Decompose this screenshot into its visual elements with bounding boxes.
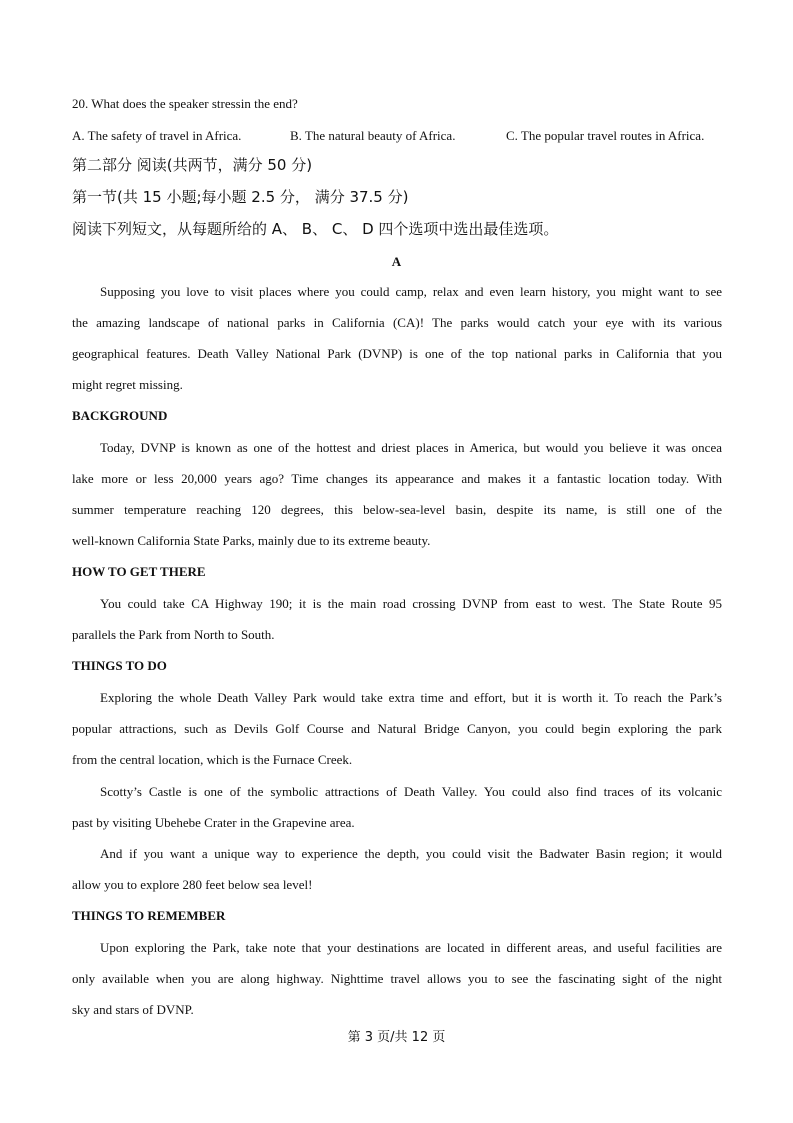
heading-background: BACKGROUND xyxy=(72,408,168,423)
passage-label: A xyxy=(391,254,402,269)
heading-how-to-get-there: HOW TO GET THERE xyxy=(72,564,206,579)
paragraph-line: Scotty’s Castle is one of the symbolic attractions of Death Valley. You could also find traces of its volcanic xyxy=(100,784,722,799)
paragraph-line: Supposing you love to visit places where you could camp, relax and even learn history, you might want to see xyxy=(100,284,722,299)
section-subpart-heading: 第一节(共 15 小题;每小题 2.5 分， 满分 37.5 分) xyxy=(72,188,409,206)
paragraph-line: the amazing landscape of national parks in California (CA)! The parks would catch your eye with its various xyxy=(72,315,722,330)
paragraph-line: allow you to explore 280 feet below sea level! xyxy=(72,877,313,892)
paragraph-line: You could take CA Highway 190; it is the main road crossing DVNP from east to west. The State Route 95 xyxy=(100,596,722,611)
paragraph-line: parallels the Park from North to South. xyxy=(72,627,275,642)
question-20-option-c: C. The popular travel routes in Africa. xyxy=(506,128,705,143)
paragraph-line: past by visiting Ubehebe Crater in the Grapevine area. xyxy=(72,815,355,830)
page-number: 第 3 页/共 12 页 xyxy=(347,1030,446,1045)
question-20-option-a: A. The safety of travel in Africa. xyxy=(72,128,242,143)
paragraph-line: geographical features. Death Valley National Park (DVNP) is one of the top national parks in California that you xyxy=(72,346,722,361)
question-20-option-b: B. The natural beauty of Africa. xyxy=(290,128,456,143)
paragraph-line: popular attractions, such as Devils Golf Course and Natural Bridge Canyon, you could begin exploring the park xyxy=(72,721,722,736)
paragraph-line: Exploring the whole Death Valley Park would take extra time and effort, but it is worth it. To reach the Park’s xyxy=(100,690,722,705)
paragraph-line: Upon exploring the Park, take note that your destinations are located in different areas, and useful facilities are xyxy=(100,940,722,955)
section-instruction: 阅读下列短文，从每题所给的 A、 B、 C、 D 四个选项中选出最佳选项。 xyxy=(72,220,559,238)
heading-things-to-remember: THINGS TO REMEMBER xyxy=(72,908,226,923)
paragraph-line: And if you want a unique way to experience the depth, you could visit the Badwater Basin region; it would xyxy=(100,846,722,861)
paragraph-line: might regret missing. xyxy=(72,377,183,392)
paragraph-line: lake more or less 20,000 years ago? Time changes its appearance and makes it a fantastic location today. With xyxy=(72,471,722,486)
heading-things-to-do: THINGS TO DO xyxy=(72,658,167,673)
paragraph-line: from the central location, which is the Furnace Creek. xyxy=(72,752,353,767)
paragraph-line: summer temperature reaching 120 degrees, this below-sea-level basin, despite its name, is still one of the xyxy=(72,502,722,517)
paragraph-line: only available when you are along highway. Nighttime travel allows you to see the fascinating sight of the night xyxy=(72,971,722,986)
question-20-stem: 20. What does the speaker stressin the end? xyxy=(72,96,298,111)
paragraph-line: well-known California State Parks, mainly due to its extreme beauty. xyxy=(72,533,431,548)
section-part-heading: 第二部分 阅读(共两节，满分 50 分) xyxy=(72,156,313,174)
paragraph-line: Today, DVNP is known as one of the hottest and driest places in America, but would you believe it was oncea xyxy=(100,440,722,455)
paragraph-line: sky and stars of DVNP. xyxy=(72,1002,194,1017)
